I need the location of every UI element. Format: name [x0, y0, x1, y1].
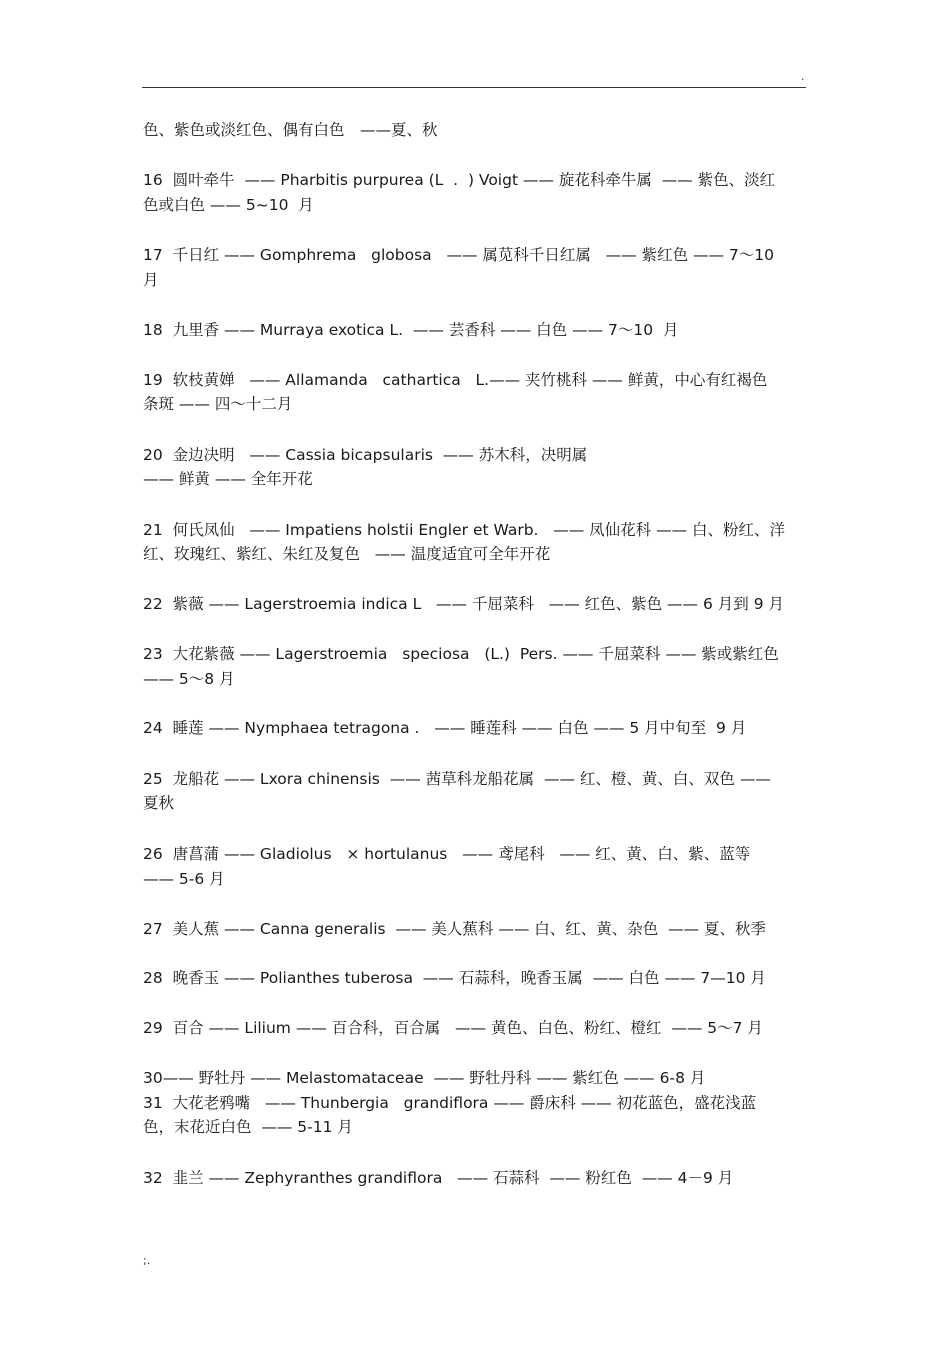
text-line: 夏秋	[143, 794, 175, 812]
text-line: 色，末花近白色 —— 5-11 月	[143, 1118, 353, 1136]
text-line: 21 何氏凤仙 —— Impatiens holstii Engler et Warb. —— 凤仙花科 —— 白、粉红、洋	[143, 521, 786, 539]
text-line: 红、玫瑰红、紫红、朱红及复色 —— 温度适宜可全年开花	[143, 545, 551, 563]
text-line: 17 千日红 —— Gomphrema globosa —— 属苋科千日红属 —— 紫红色 —— 7～10	[143, 246, 775, 264]
text-line: 23 大花紫薇 —— Lagerstroemia speciosa (L.) Pers. —— 千屈菜科 —— 紫或紫红色	[143, 645, 779, 663]
text-line: 30—— 野牡丹 —— Melastomataceae —— 野牡丹科 —— 紫红色 —— 6-8 月	[143, 1069, 706, 1087]
text-line: 25 龙船花 —— Lxora chinensis —— 茜草科龙船花属 —— 红、橙、黄、白、双色 ——	[143, 770, 771, 788]
text-line: 24 睡莲 —— Nymphaea tetragona . —— 睡莲科 —— 白色 —— 5 月中旬至 9 月	[143, 719, 747, 737]
text-line: 32 韭兰 —— Zephyranthes grandiflora —— 石蒜科 —— 粉红色 —— 4－9 月	[143, 1169, 734, 1187]
text-line: 28 晚香玉 —— Polianthes tuberosa —— 石蒜科，晚香玉属 —— 白色 —— 7—10 月	[143, 969, 766, 987]
text-line: 色或白色 —— 5~10 月	[143, 196, 314, 214]
text-line: 29 百合 —— Lilium —— 百合科，百合属 —— 黄色、白色、粉红、橙红 —— 5～7 月	[143, 1019, 763, 1037]
text-line: —— 5～8 月	[143, 670, 235, 688]
text-line: 18 九里香 —— Murraya exotica L. —— 芸香科 —— 白色 —— 7～10 月	[143, 321, 679, 339]
header-mark: .	[801, 70, 805, 83]
text-line: 22 紫薇 —— Lagerstroemia indica L —— 千屈菜科 —— 红色、紫色 —— 6 月到 9 月	[143, 595, 784, 613]
text-line: —— 鲜黄 —— 全年开花	[143, 470, 313, 488]
text-line: 20 金边决明 —— Cassia bicapsularis —— 苏木科，决明属	[143, 446, 588, 464]
text-line: 条斑 —— 四～十二月	[143, 395, 293, 413]
text-line: 月	[143, 271, 159, 289]
footer-mark: ;.	[143, 1254, 151, 1267]
text-line: 31 大花老鸦嘴 —— Thunbergia grandiflora —— 爵床科 —— 初花蓝色，盛花浅蓝	[143, 1094, 757, 1112]
text-line: 色、紫色或淡红色、偶有白色 ——夏、秋	[143, 121, 438, 139]
text-line: 16 圆叶牵牛 —— Pharbitis purpurea (L . ) Voigt —— 旋花科牵牛属 —— 紫色、淡红	[143, 171, 776, 189]
text-line: —— 5-6 月	[143, 870, 225, 888]
header-rule	[142, 87, 806, 88]
text-line: 19 软枝黄婵 —— Allamanda cathartica L.—— 夹竹桃科 —— 鲜黄，中心有红褐色	[143, 371, 768, 389]
text-line: 27 美人蕉 —— Canna generalis —— 美人蕉科 —— 白、红、黄、杂色 —— 夏、秋季	[143, 920, 767, 938]
text-line: 26 唐菖蒲 —— Gladiolus × hortulanus —— 鸢尾科 —— 红、黄、白、紫、蓝等	[143, 845, 751, 863]
